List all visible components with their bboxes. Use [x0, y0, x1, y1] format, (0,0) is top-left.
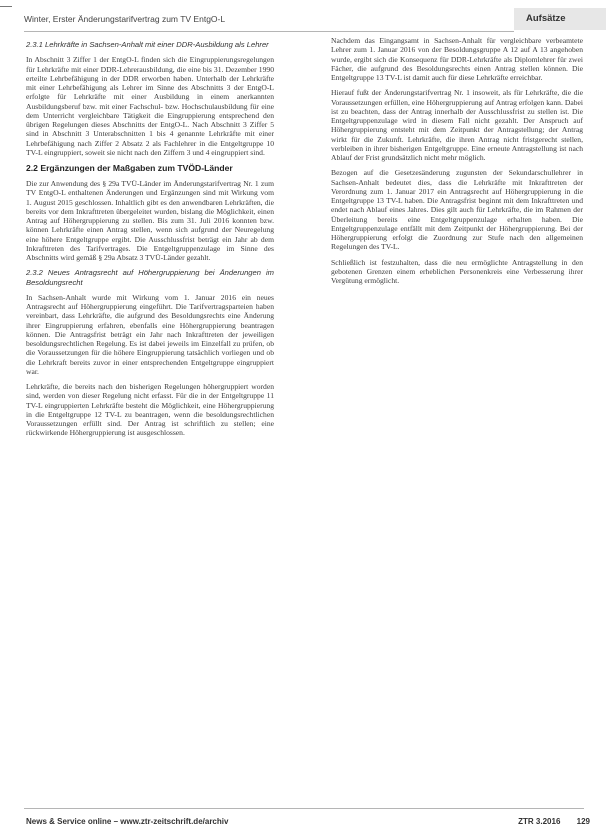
paragraph: Schließlich ist festzuhalten, dass die neu ermöglichte Antragstellung in den gebotenen Grenzen einem erheblichen Personenkreis eine Verbesserung ihrer Vergütung ermöglicht. — [331, 257, 583, 285]
crop-mark — [0, 6, 12, 7]
paragraph: Hierauf fußt der Änderungstarifvertrag Nr. 1 insoweit, als für Lehrkräfte, die die Voraussetzungen erfüllen, eine Höhergruppierung auf Antrag erfolgen kann. Dabei ist zu beachten, dass der Antrag innerhalb der Ausschlussfrist zu stellen ist. Die Entgeltgruppenzulage wird in diesem Fall nicht gezahlt. Der Anspruch auf Höhergruppierung entsteht mit dem Zeitpunkt der Antragstellung; der Antrag wirkt für die Zukunft. Lehrkräfte, die ihren Antrag nicht fristgerecht stellen, verbleiben in ihrer bisherigen Entgeltgruppe. Eine erneute Antragstellung ist nach Ablauf der Frist grundsätzlich nicht mehr möglich. — [331, 88, 583, 162]
page-header — [0, 0, 606, 32]
running-title: Winter, Erster Änderungstarifvertrag zum TV EntgO-L — [24, 14, 226, 24]
footer-issue — [504, 817, 590, 826]
paragraph: Die zur Anwendung des § 29a TVÜ-Länder im Änderungstarifvertrag Nr. 1 zum TV EntgO-L enthaltenen Änderungen und Ergänzungen sind mit Wirkung vom 1. August 2015 geschlossen. Inhaltlich gibt es den anwendbaren Lehrkräften, die bereits vor dem Inkrafttreten übergeleitet wurden, bislang die Möglichkeit, einen Antrag auf Höhergruppierung zu stellen. Bis zum 31. Juli 2016 konnten bzw. können Lehrkräfte einen Antrag stellen, wenn sich aufgrund der Neuregelung eine höhere Entgeltgruppe ergibt. Die Ausschlussfrist beträgt ein Jahr ab dem Inkrafttreten des Tarifvertrages. Die Entgeltgruppenzulage im Sinne des Abschnitts wird gemäß § 29a Absatz 3 TVÜ-Länder gezahlt. — [26, 179, 274, 262]
page-number: 129 — [576, 817, 590, 826]
left-column — [26, 36, 274, 444]
right-column — [331, 36, 583, 291]
paragraph: In Sachsen-Anhalt wurde mit Wirkung vom 1. Januar 2016 ein neues Antragsrecht auf Höhergruppierung eingeführt. Die Tarifvertragsparteien haben vereinbart, dass Lehrkräfte, die aufgrund des Besoldungsrechts eine Änderung ihrer Eingruppierung erfahren, ebenfalls eine Höhergruppierung beantragen können. Die Antragsfrist beträgt ein Jahr nach Inkrafttreten der jeweiligen besoldungsrechtlichen Regelung. Es ist dabei jeweils im Einzelfall zu prüfen, ob die Voraussetzungen für die höhere Eingruppierung tatsächlich vorliegen und ob die Lehrkraft bereits zuvor in einer entsprechenden Entgeltgruppe eingruppiert war. — [26, 292, 274, 376]
issue-label: ZTR 3.2016 — [518, 817, 561, 826]
page-footer — [0, 809, 606, 835]
footer-archive-link[interactable]: News & Service online – www.ztr-zeitschrift.de/archiv — [26, 817, 229, 826]
heading-2-3-2: 2.3.2 Neues Antragsrecht auf Höhergruppierung bei Änderungen im Besoldungsrecht — [26, 268, 274, 287]
paragraph: Nachdem das Eingangsamt in Sachsen-Anhalt für vergleichbare verbeamtete Lehrer zum 1. Januar 2016 von der Besoldungsgruppe A 12 auf A 13 angehoben wurde, ergibt sich die Konsequenz für DDR-Lehrkräfte als Diplomlehrer für zwei Fächer, die aufgrund des Besoldungsrechts einen Antrag stellen können. Die Entgeltgruppe 13 TV-L ist damit auch für diese Lehrkräfte erreichbar. — [331, 36, 583, 82]
heading-2-2: 2.2 Ergänzungen der Maßgaben zum TVÖD-Länder — [26, 163, 233, 173]
header-rule — [24, 31, 514, 32]
heading-2-3-1: 2.3.1 Lehrkräfte in Sachsen-Anhalt mit einer DDR-Ausbildung als Lehrer — [26, 40, 269, 49]
paragraph: Bezogen auf die Gesetzesänderung zugunsten der Sekundarschullehrer in Sachsen-Anhalt bedeutet dies, dass die Lehrkräfte mit Inkrafttreten der Verordnung zum 1. Januar 2017 ein Antragsrecht auf Höhergruppierung in die Entgeltgruppe 13 TV-L haben. Die Antragsfrist beginnt mit dem Inkrafttreten und endet nach Ablauf eines Jahres. Dies gilt auch für Lehrkräfte, die im Rahmen der Überleitung bereits eine Entgeltgruppenzulage erhalten haben. Die Entgeltgruppenzulage entfällt mit dem Zeitpunkt der Höhergruppierung. Bei der Höhergruppierung erfolgt die Zuordnung zur Stufe nach den allgemeinen Regelungen des TV-L. — [331, 168, 583, 252]
paragraph: Lehrkräfte, die bereits nach den bisherigen Regelungen höhergruppiert worden sind, werden von dieser Regelung nicht erfasst. Für die in der Entgeltgruppe 11 TV-L eingruppierten Lehrkräfte besteht die Möglichkeit, eine Höhergruppierung in die Entgeltgruppe 12 TV-L zu beantragen, wenn die besoldungsrechtlichen Voraussetzungen erfüllt sind. Der Antrag ist schriftlich zu stellen; eine rückwirkende Höhergruppierung ist ausgeschlossen. — [26, 382, 274, 438]
paragraph: In Abschnitt 3 Ziffer 1 der EntgO-L finden sich die Eingruppierungsregelungen für Lehrkräfte mit einer DDR-Lehrerausbildung, die eine bis 31. Dezember 1990 erteilte Lehrbefähigung in der DDR erworben haben. Unterhalb der Lehrkräfte mit einer Lehrbefähigung als Lehrer im Sinne des Abschnitts 3 der EntgO-L erfolgte für Lehrkräfte mit einer Ausbildung in einem anerkannten Ausbildungsberuf bzw. mit einer Fachschul- bzw. Hochschulausbildung für eine dem Unterricht vergleichbare Tätigkeit die Eingruppierung entsprechend den übrigen Regelungen dieses Abschnitts der EntgO-L. Nach Abschnitt 3 Ziffer 5 sind in Abschnitt 3 Unterabschnitten 1 bis 4 genannte Lehrkräfte mit einer Lehrbefähigung nach Ziffer 2 Absatz 2 als Fachlehrer in die Entgeltgruppe 10 TV-L eingruppiert, soweit sie nicht nach den Ziffern 3 und 4 eingruppiert sind. — [26, 55, 274, 157]
section-tab: Aufsätze — [514, 8, 606, 30]
